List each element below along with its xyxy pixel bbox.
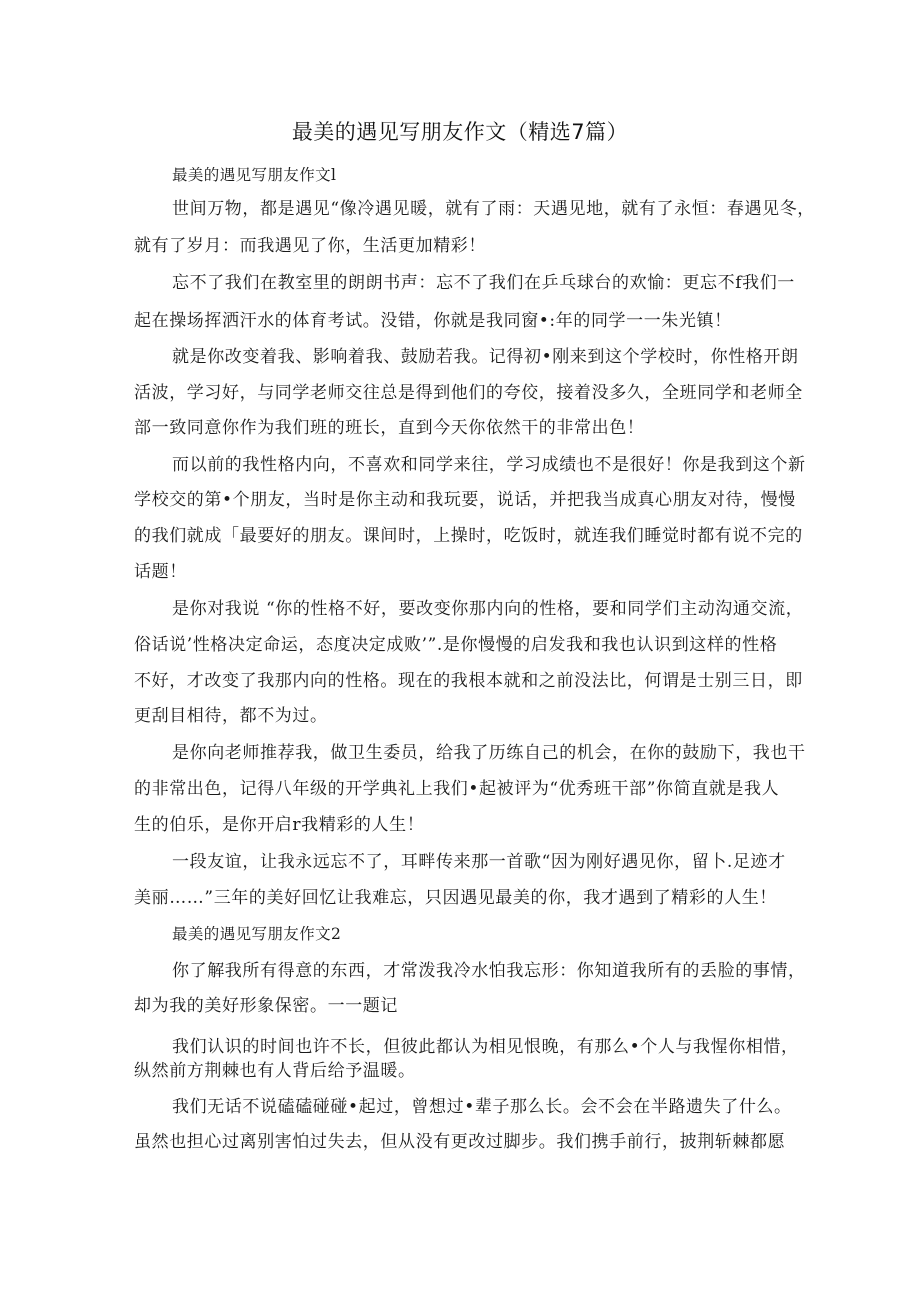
paragraph-line: 就是你改变着我、影响着我、鼓励若我。记得初•刚来到这个学校时，你性格开朗 <box>172 347 799 367</box>
paragraph-line: 是你向老师推荐我，做卫生委员，给我了历练自己的机会，在你的鼓励下，我也干 <box>172 743 806 763</box>
essay-2-heading: 最美的遇见写朋友作文2 <box>172 925 342 943</box>
paragraph-line: 的非常出色，记得八年级的开学典礼上我们•起被评为“优秀班干部”你简直就是我人 <box>134 779 780 799</box>
paragraph-line: 不好，才改变了我那内向的性格。现在的我根本就和之前没法比，何谓是士别三日，即 <box>134 671 803 691</box>
paragraph-line: 你了解我所有得意的东西，才常泼我冷水怕我忘形：你知道我所有的丢脸的事情， <box>172 961 806 981</box>
paragraph-line: 俗话说’性格决定命运，态度决定成败’”.是你慢慢的启发我和我也认识到这样的性格 <box>134 635 778 655</box>
paragraph-line: 美丽……”三年的美好回忆让我难忘，只因遇见最美的你，我才遇到了精彩的人生！ <box>134 888 777 908</box>
paragraph-line: 是你对我说 “你的性格不好，要改变你那内向的性格，要和同学们主动沟通交流， <box>172 599 804 619</box>
paragraph-line: 而以前的我性格内向，不喜欢和同学来往，学习成绩也不是很好！你是我到这个新 <box>172 455 806 475</box>
document-title: 最美的遇见写朋友作文（精选7篇） <box>291 120 629 144</box>
paragraph-line: 学校交的第•个朋友，当时是你主动和我玩要，说话，并把我当成真心朋友对待，慢慢 <box>134 490 796 510</box>
paragraph-line: 忘不了我们在教室里的朗朗书声：忘不了我们在乒乓球台的欢愉：更忘不f我们一 <box>172 273 795 293</box>
paragraph-line: 虽然也担心过离别害怕过失去，但从没有更改过脚步。我们携手前行，披荆斩棘都愿 <box>134 1132 786 1152</box>
paragraph-line: 却为我的美好形象保密。一一题记 <box>134 996 398 1016</box>
paragraph-line: 的我们就成「最要好的朋友。课间时，上操时，吃饭时，就连我们睡觉时都有说不完的 <box>134 526 803 546</box>
paragraph-line: 我们无话不说磕磕碰碰•起过，曾想过•辈子那么长。会不会在半路遗失了什么。 <box>172 1097 792 1117</box>
paragraph-line: 更刮目相待，都不为过。 <box>134 706 328 726</box>
paragraph-line: 就有了岁月：而我遇见了你，生活更加精彩！ <box>134 236 486 256</box>
paragraph-line: 起在操场挥洒汗水的体育考试。没错，你就是我同窗•:年的同学一一朱光镇！ <box>134 311 732 331</box>
paragraph-line: 活波，学习好，与同学老师交往总是得到他们的夸佼，接着没多久，全班同学和老师全 <box>134 383 803 403</box>
paragraph-line: 一段友谊，让我永远忘不了，耳畔传来那一首歌“因为刚好遇见你，留卜.足迹才 <box>172 852 786 872</box>
paragraph-line: 世间万物，都是遇见“像冷遇见暖，就有了雨：天遇见地，就有了永恒：春遇见冬， <box>172 199 815 219</box>
paragraph-line: 话题！ <box>134 562 187 582</box>
paragraph-line: 生的伯乐，是你开启r我精彩的人生！ <box>134 815 425 835</box>
essay-1-heading: 最美的遇见写朋友作文l <box>172 166 337 184</box>
paragraph-line: 纵然前方荆棘也有人背后给予温暖。 <box>134 1061 416 1081</box>
paragraph-line: 我们认识的时间也许不长，但彼此都认为相见恨晚，有那么•个人与我惺你相惜， <box>172 1037 799 1057</box>
paragraph-line: 部一致同意你作为我们班的班长，直到今天你依然干的非常出色！ <box>134 418 645 438</box>
